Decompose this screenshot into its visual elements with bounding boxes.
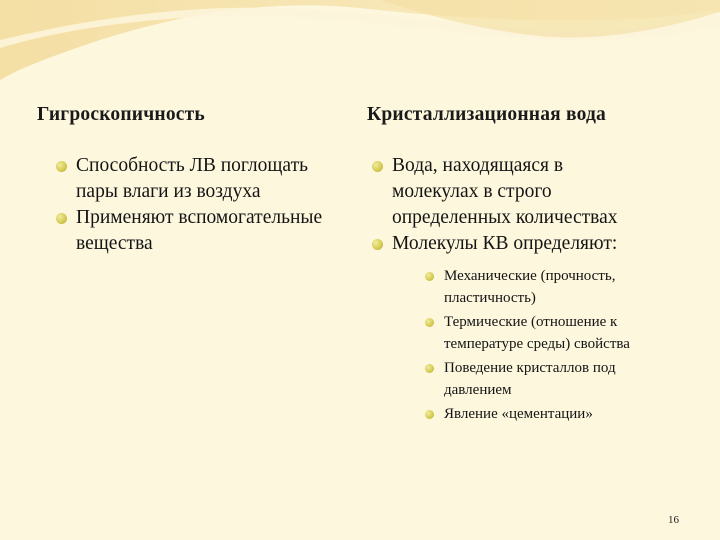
bullet-icon [425,272,434,281]
list-item: Способность ЛВ поглощать пары влаги из воздуха [51,153,371,205]
left-heading: Гигроскопичность [37,104,205,125]
bullet-icon [425,318,434,327]
sub-list-item: Явление «цементации» [421,404,681,426]
right-sub-list [421,266,681,429]
right-heading: Кристаллизационная вода [367,104,606,125]
left-bullet-list [51,153,371,257]
page-number: 16 [668,514,679,526]
right-bullet-list [367,153,667,257]
sub-list-item: Поведение кристаллов под давлением [421,358,681,401]
list-item: Применяют вспомогательные вещества [51,205,371,257]
list-item: Молекулы КВ определяют: [367,231,667,257]
bullet-icon [425,410,434,419]
bullet-icon [372,161,383,172]
bullet-icon [56,161,67,172]
sub-list-item: Термические (отношение к температуре среды) свойства [421,312,681,355]
bullet-icon [372,239,383,250]
list-item: Вода, находящаяся в молекулах в строго определенных количествах [367,153,667,231]
bullet-icon [56,213,67,224]
decorative-wave [0,0,720,90]
sub-list-item: Механические (прочность, пластичность) [421,266,681,309]
bullet-icon [425,364,434,373]
